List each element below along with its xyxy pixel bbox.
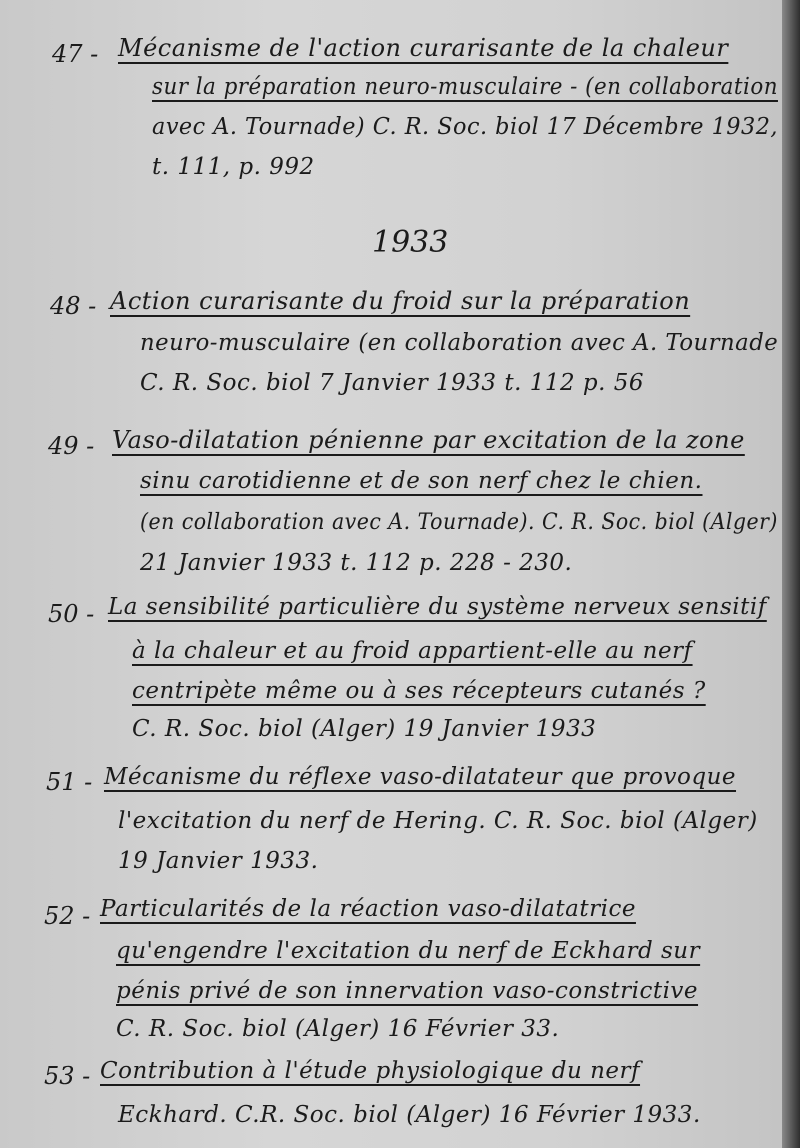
entry-number: 50 - xyxy=(48,600,95,628)
entry-line: sur la préparation neuro-musculaire - (en collaboration xyxy=(152,74,778,100)
entry-number: 53 - xyxy=(44,1062,91,1090)
entry-line: t. 111, p. 992 xyxy=(152,154,315,180)
entry-line: centripète même ou à ses récepteurs cutanés ? xyxy=(132,678,706,704)
entry-line: Action curarisante du froid sur la préparation xyxy=(110,287,691,315)
entry-line: sinu carotidienne et de son nerf chez le chien. xyxy=(140,468,703,494)
entry-line: qu'engendre l'excitation du nerf de Eckhard sur xyxy=(116,938,701,964)
entry-number: 48 - xyxy=(50,292,97,320)
year-heading: 1933 xyxy=(372,225,449,260)
entry-line: Mécanisme de l'action curarisante de la chaleur xyxy=(118,34,729,62)
entry-line: C. R. Soc. biol (Alger) 16 Février 33. xyxy=(116,1016,560,1042)
entry-number: 49 - xyxy=(48,432,95,460)
entry-line: C. R. Soc. biol 7 Janvier 1933 t. 112 p. 56 xyxy=(140,370,645,396)
entry-line: Vaso-dilatation pénienne par excitation de la zone xyxy=(112,426,745,454)
entry-line: neuro-musculaire (en collaboration avec A. Tournade xyxy=(140,330,779,356)
page-edge-shadow xyxy=(782,0,800,1148)
entry-line: Mécanisme du réflexe vaso-dilatateur que provoque xyxy=(104,764,737,790)
entry-number: 51 - xyxy=(46,768,93,796)
entry-line: 19 Janvier 1933. xyxy=(118,848,319,874)
entry-line: à la chaleur et au froid appartient-elle au nerf xyxy=(132,638,693,664)
entry-number: 52 - xyxy=(44,902,91,930)
entry-line: 21 Janvier 1933 t. 112 p. 228 - 230. xyxy=(140,550,573,576)
entry-line: La sensibilité particulière du système nerveux sensitif xyxy=(108,594,767,620)
entry-line: avec A. Tournade) C. R. Soc. biol 17 Décembre 1932, xyxy=(152,114,779,140)
entry-line: Eckhard. C.R. Soc. biol (Alger) 16 Février 1933. xyxy=(118,1102,701,1128)
entry-line: Particularités de la réaction vaso-dilatatrice xyxy=(100,896,636,922)
entry-line: (en collaboration avec A. Tournade). C. R. Soc. biol (Alger) xyxy=(140,510,778,535)
entry-number: 47 - xyxy=(52,40,99,68)
entry-line: l'excitation du nerf de Hering. C. R. Soc. biol (Alger) xyxy=(118,808,758,834)
entry-line: Contribution à l'étude physiologique du nerf xyxy=(100,1058,641,1084)
entry-line: C. R. Soc. biol (Alger) 19 Janvier 1933 xyxy=(132,716,597,742)
entry-line: pénis privé de son innervation vaso-constrictive xyxy=(116,978,699,1004)
